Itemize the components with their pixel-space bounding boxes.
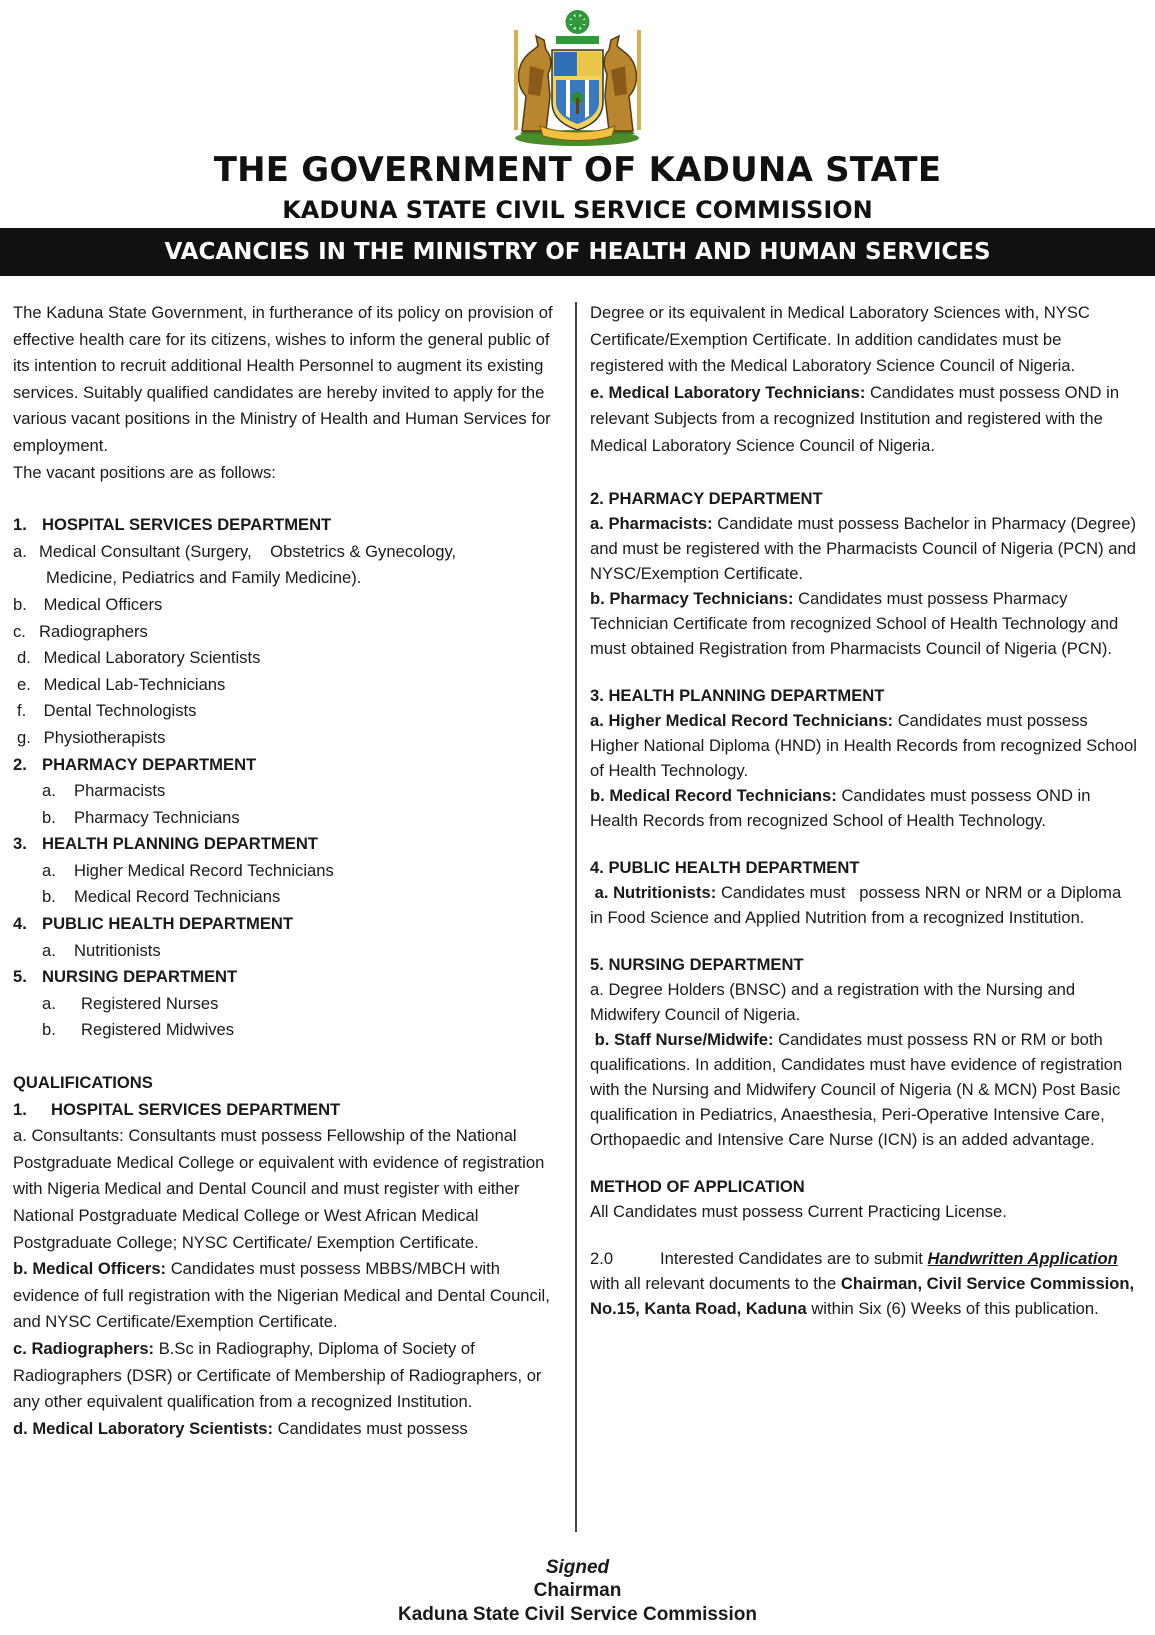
qual-public-health-heading: 4. PUBLIC HEALTH DEPARTMENT (590, 857, 860, 877)
vacancy-item: b. Medical Officers (13, 594, 163, 614)
vacancy-item: a. Registered Nurses (42, 993, 219, 1013)
qualifications-dept-1: 1. HOSPITAL SERVICES DEPARTMENT (13, 1099, 341, 1119)
signatory-organisation: Kaduna State Civil Service Commission (397, 1604, 757, 1625)
vacancy-item: b. Pharmacy Technicians (42, 807, 240, 827)
signatory-title: Chairman (533, 1580, 622, 1601)
intro-paragraph: The Kaduna State Government, in furtherance of its policy on provision of effective health care for its citizens, wishes to inform the general public of its intention to recruit additional Health Personnel to augment its existing services. Suitably qualified candidates are hereby invited to apply for the various vacant positions in the Ministry of Health and Human Services for employment. (13, 303, 553, 455)
qual-nutritionists: a. Nutritionists: Candidates must possess NRN or NRM or a Diploma in Food Science and Applied Nutrition from a recognized Institution. (590, 882, 1126, 927)
vacancies-banner: VACANCIES IN THE MINISTRY OF HEALTH AND HUMAN SERVICES (0, 228, 1155, 276)
commission-title: KADUNA STATE CIVIL SERVICE COMMISSION (282, 196, 873, 224)
left-column (13, 300, 561, 1442)
vacancy-dept-2: 2. PHARMACY DEPARTMENT (13, 754, 257, 774)
qual-lab-scientists-cont: Degree or its equivalent in Medical Laboratory Sciences with, NYSC Certificate/Exemption Certificate. In addition candidates must be registered with the Medical Laboratory Science Council of Nigeria. (590, 303, 1090, 376)
method-heading: METHOD OF APPLICATION (590, 1176, 805, 1196)
vacancy-dept-5: 5. NURSING DEPARTMENT (13, 967, 238, 987)
vacancy-dept-4: 4. PUBLIC HEALTH DEPARTMENT (13, 914, 294, 934)
vacancy-item: a. Medical Consultant (Surgery, Obstetrics & Gynecology, (13, 541, 457, 561)
qual-lab-scientists: d. Medical Laboratory Scientists: Candidates must possess (13, 1418, 468, 1438)
qual-pharmacists: a. Pharmacists: Candidate must possess Bachelor in Pharmacy (Degree) and must be registered with the Pharmacists Council of Nigeria (PCN) and NYSC/Exemption Certificate. (590, 513, 1137, 583)
vacancy-item: a. Higher Medical Record Technicians (42, 860, 334, 880)
qual-staff-nurse: b. Staff Nurse/Midwife: Candidates must possess RN or RM or both qualifications. In addition, Candidates must have evidence of registration with the Nursing and Midwifery Council of Nigeria (N & MCN) Post Basic qualification in Pediatrics, Anaesthesia, Peri-Operative Intensive Care, Orthopaedic and Intensive Care Nurse (ICN) is an added advantage. (590, 1029, 1123, 1149)
right-column (590, 300, 1138, 1321)
signed-label: Signed (545, 1557, 610, 1578)
intro-follow: The vacant positions are as follows: (13, 462, 276, 482)
qual-radiographers: c. Radiographers: B.Sc in Radiography, Diploma of Society of Radiographers (DSR) or Certificate of Membership of Radiographers, or any other equivalent qualification from a recognized Institution. (13, 1338, 542, 1412)
vacancy-item-continuation: Medicine, Pediatrics and Family Medicine). (46, 568, 362, 588)
vacancy-item: b. Registered Midwives (42, 1020, 235, 1040)
qual-medical-officers: b. Medical Officers: Candidates must possess MBBS/MBCH with evidence of full registration with the Nigerian Medical and Dental Council, and NYSC Certificate/Exemption Certificate. (13, 1259, 550, 1332)
vacancy-item: g. Physiotherapists (17, 727, 166, 747)
vacancy-dept-1: 1. HOSPITAL SERVICES DEPARTMENT (13, 515, 332, 535)
qual-degree-holders: a. Degree Holders (BNSC) and a registration with the Nursing and Midwifery Council of Nigeria. (590, 979, 1076, 1024)
qual-lab-technicians: e. Medical Laboratory Technicians: Candidates must possess OND in relevant Subjects from a recognized Institution and registered with the Medical Laboratory Science Council of Nigeria. (590, 382, 1120, 455)
qual-higher-record-technicians: a. Higher Medical Record Technicians: Candidates must possess Higher National Diploma (HND) in Health Records from recognized School of Health Technology. (590, 710, 1137, 780)
column-divider (575, 302, 577, 1532)
qual-nursing-heading: 5. NURSING DEPARTMENT (590, 954, 804, 974)
vacancy-item: f. Dental Technologists (17, 701, 197, 721)
vacancy-item: c. Radiographers (13, 621, 148, 641)
vacancy-dept-3: 3. HEALTH PLANNING DEPARTMENT (13, 834, 318, 854)
qual-pharmacy-heading: 2. PHARMACY DEPARTMENT (590, 488, 823, 508)
vacancy-item: a. Pharmacists (42, 781, 166, 801)
qual-planning-heading: 3. HEALTH PLANNING DEPARTMENT (590, 685, 885, 705)
government-title: THE GOVERNMENT OF KADUNA STATE (213, 150, 942, 190)
vacancy-item: e. Medical Lab-Technicians (17, 674, 226, 694)
vacancy-item: d. Medical Laboratory Scientists (17, 648, 261, 668)
vacancy-item: a. Nutritionists (42, 940, 161, 960)
vacancy-item: b. Medical Record Technicians (42, 887, 281, 907)
method-license: All Candidates must possess Current Practicing License. (590, 1201, 1007, 1221)
kaduna-state-coat-of-arms (500, 6, 655, 148)
qualifications-heading: QUALIFICATIONS (13, 1073, 153, 1093)
qual-pharmacy-technicians: b. Pharmacy Technicians: Candidates must possess Pharmacy Technician Certificate from recognized School of Health Technology and must obtained Registration from Pharmacists Council of Nigeria (PCN). (590, 588, 1119, 658)
qual-consultants: a. Consultants: Consultants must possess Fellowship of the National Postgraduate Medical College or equivalent with evidence of registration with Nigeria Medical and Dental Council and must register with either National Postgraduate Medical College or West African Medical Postgraduate College; NYSC Certificate/ Exemption Certificate. (13, 1126, 545, 1252)
qual-record-technicians: b. Medical Record Technicians: Candidates must possess OND in Health Records from recognized School of Health Technology. (590, 785, 1091, 830)
method-instructions: 2.0 Interested Candidates are to submit Handwritten Application with all relevant documents to the Chairman, Civil Service Commission, No.15, Kanta Road, Kaduna within Six (6) Weeks of this publication. (590, 1248, 1135, 1318)
